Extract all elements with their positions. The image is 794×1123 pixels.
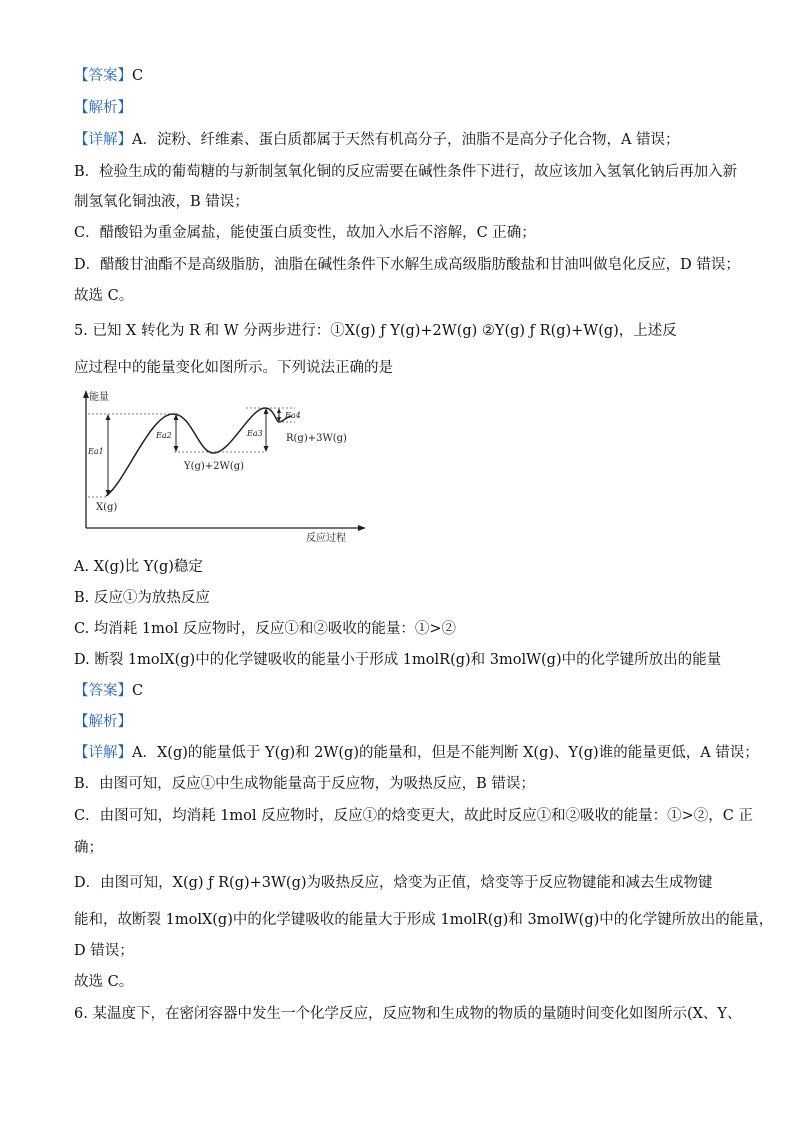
y-species-label: Y(g)+2W(g)	[184, 461, 245, 472]
q4-conclusion: 故选 C。	[74, 288, 134, 304]
q4-detail-line-b1: B．检验生成的葡萄糖的与新制氢氧化铜的反应需要在碱性条件下进行，故应该加入氢氧化钠后再加入新	[74, 164, 738, 180]
x-species-label: X(g)	[96, 502, 118, 513]
ea3-label: Ea3	[247, 429, 263, 438]
x-axis-label: 反应过程	[306, 533, 346, 544]
q5-option-a: A. X(g)比 Y(g)稳定	[74, 559, 203, 575]
q5-analysis-tag: 【解析】	[74, 714, 132, 730]
ea1-label: Ea1	[88, 447, 104, 456]
q4-analysis-tag: 【解析】	[74, 100, 132, 116]
energy-diagram	[80, 388, 370, 548]
q5-option-d: D. 断裂 1molX(g)中的化学键吸收的能量小于形成 1molR(g)和 3molW(g)中的化学键所放出的能量	[74, 652, 722, 668]
ea2-label: Ea2	[156, 431, 172, 440]
q5-detail-line-d1: D．由图可知，X(g) ƒ R(g)+3W(g)为吸热反应，焓变为正值，焓变等于反应物键能和减去生成物键	[74, 875, 713, 891]
q4-answer-value: C	[132, 68, 144, 84]
q5-conclusion: 故选 C。	[74, 974, 134, 990]
q4-detail-line-a	[74, 130, 680, 150]
q4-answer-line	[74, 66, 143, 86]
q5-detail-line-c1: C．由图可知，均消耗 1mol 反应物时，反应①的焓变更大，故此时反应①和②吸收的能量：①>②，C 正	[74, 808, 754, 824]
q5-option-b: B. 反应①为放热反应	[74, 590, 210, 606]
q5-detail-line-d2: 能和，故断裂 1molX(g)中的化学键吸收的能量大于形成 1molR(g)和 3molW(g)中的化学键所放出的能量，	[74, 912, 774, 928]
x-axis-arrow	[358, 525, 366, 531]
q4-detail-text-a: A．淀粉、纤维素、蛋白质都属于天然有机高分子，油脂不是高分子化合物，A 错误；	[132, 132, 680, 148]
q5-answer-tag: 【答案】	[74, 683, 132, 699]
ea4-label: Ea4	[285, 411, 301, 420]
q5-detail-text-a: A．X(g)的能量低于 Y(g)和 2W(g)的能量和，但是不能判断 X(g)、Y(g)谁的能量更低，A 错误；	[132, 745, 759, 761]
q5-detail-tag: 【详解】	[74, 745, 132, 761]
q4-detail-line-c: C．醋酸铅为重金属盐，能使蛋白质变性，故加入水后不溶解，C 正确；	[74, 225, 536, 241]
q5-detail-line-a	[74, 743, 759, 763]
q6-stem-line1: 6. 某温度下，在密闭容器中发生一个化学反应，反应物和生成物的物质的量随时间变化如图所示(X、Y、	[74, 1006, 742, 1022]
q5-option-c: C. 均消耗 1mol 反应物时，反应①和②吸收的能量：①>②	[74, 621, 457, 637]
q4-answer-tag: 【答案】	[74, 68, 132, 84]
q5-stem-line1: 5. 已知 X 转化为 R 和 W 分两步进行：①X(g) ƒ Y(g)+2W(g) ②Y(g) ƒ R(g)+W(g)，上述反	[74, 323, 677, 339]
q5-detail-line-d3: D 错误；	[74, 943, 134, 959]
q4-detail-line-b2: 制氢氧化铜浊液，B 错误；	[74, 194, 249, 210]
q5-answer-value: C	[132, 683, 144, 699]
q5-stem-line2: 应过程中的能量变化如图所示。下列说法正确的是	[74, 360, 393, 376]
q5-detail-line-b: B．由图可知，反应①中生成物能量高于反应物，为吸热反应，B 错误；	[74, 776, 535, 792]
q5-detail-line-c2: 确；	[74, 840, 103, 856]
q5-answer-line	[74, 681, 143, 701]
q4-detail-tag: 【详解】	[74, 132, 132, 148]
r-species-label: R(g)+3W(g)	[286, 433, 347, 444]
q4-detail-line-d: D．醋酸甘油酯不是高级脂肪，油脂在碱性条件下水解生成高级脂肪酸盐和甘油叫做皂化反应，D 错误；	[74, 257, 740, 273]
y-axis-label: 能量	[89, 392, 109, 403]
